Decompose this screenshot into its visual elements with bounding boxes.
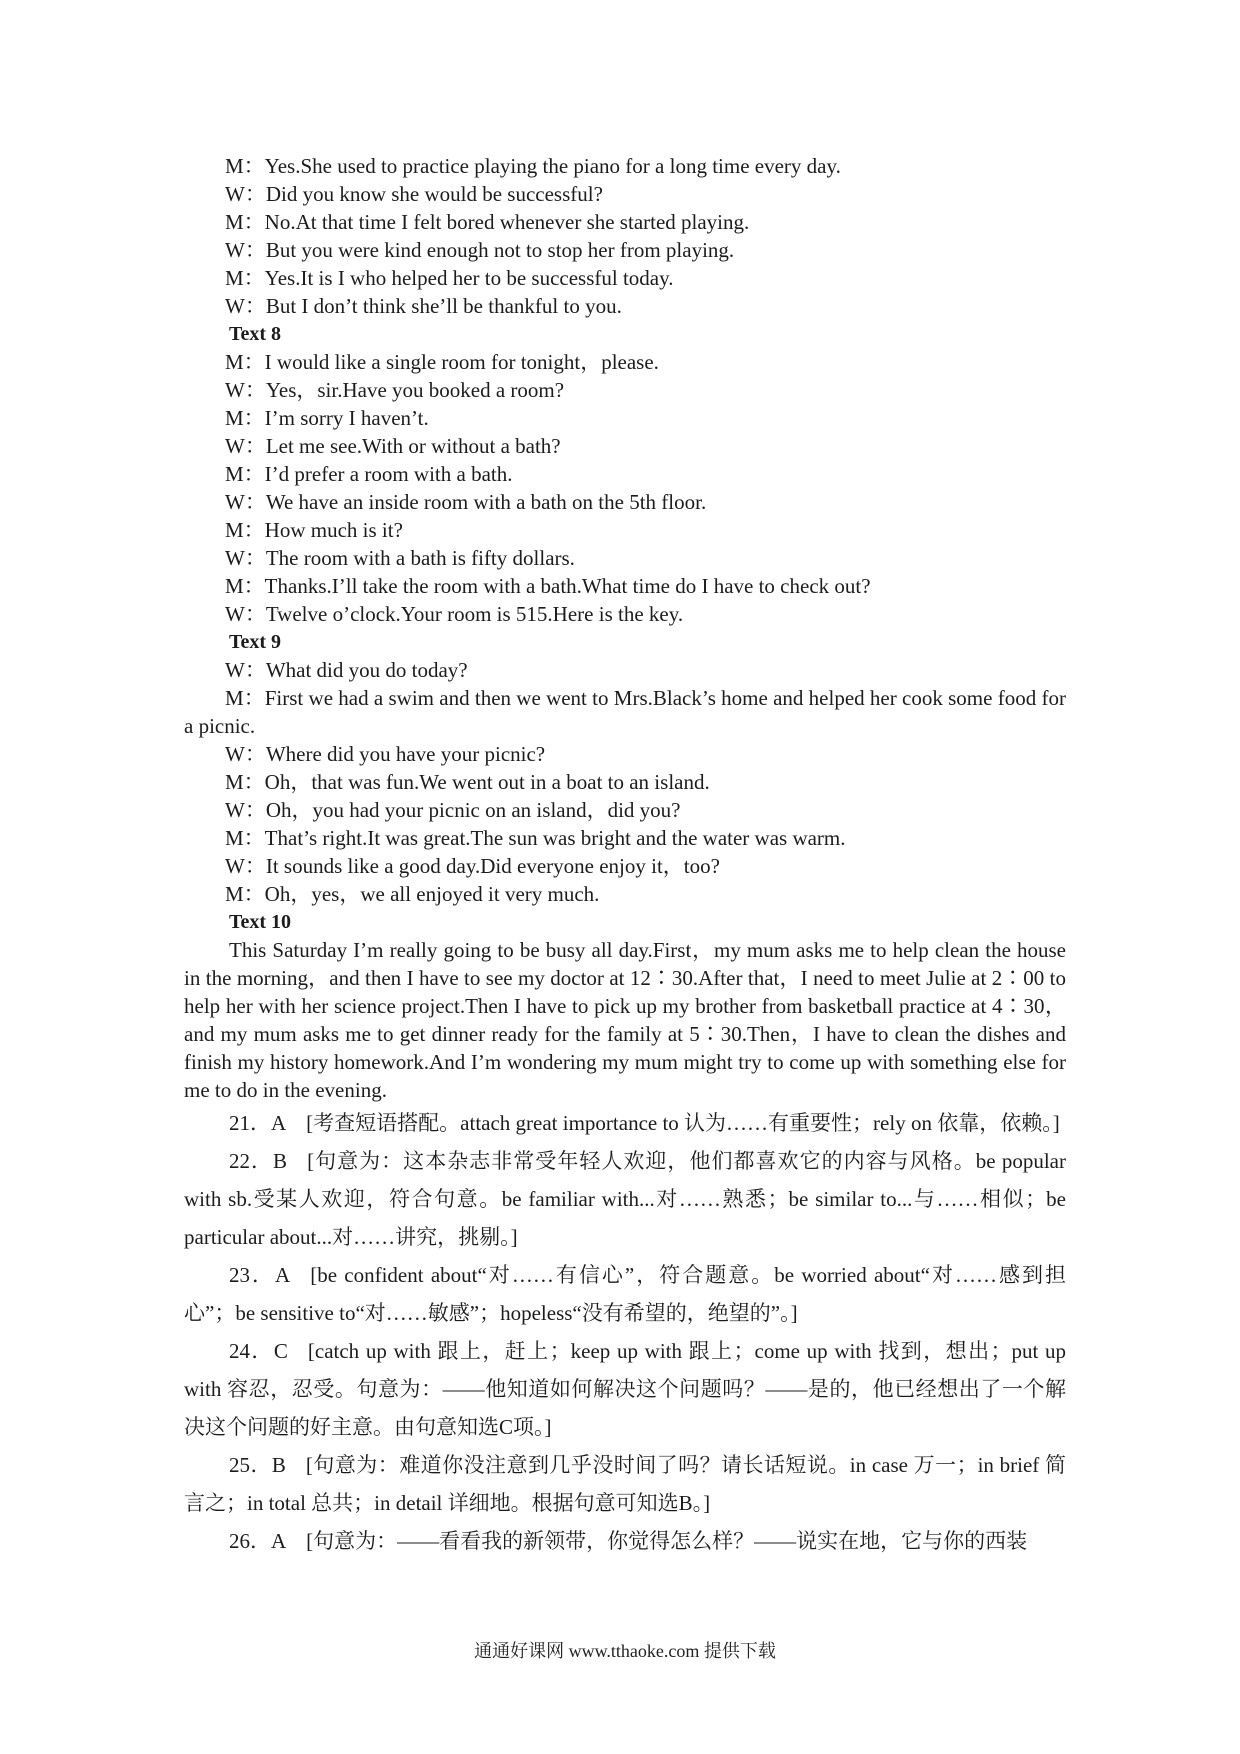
dialogue-line: M：I’d prefer a room with a bath. <box>225 462 513 486</box>
dialogue-line: W：It sounds like a good day.Did everyone enjoy it，too? <box>225 854 720 878</box>
answer-label: 22．B <box>229 1149 288 1173</box>
answer-label: 25．B <box>229 1453 286 1477</box>
answer-item <box>184 1256 1066 1332</box>
dialogue-line: M：First we had a swim and then we went to Mrs.Black’s home and helped her cook some food for a picnic. <box>184 686 1066 738</box>
dialogue-line: M：How much is it? <box>225 518 403 542</box>
section-text-10 <box>184 908 1066 1104</box>
dialogue-line: W：Yes，sir.Have you booked a room? <box>225 378 565 402</box>
dialogue-line: M：Thanks.I’ll take the room with a bath.What time do I have to check out? <box>225 574 871 598</box>
dialogue-line: M：That’s right.It was great.The sun was bright and the water was warm. <box>225 826 846 850</box>
section-heading: Text 9 <box>229 631 282 653</box>
dialogue-line: W：Let me see.With or without a bath? <box>225 434 561 458</box>
dialogue-line: M：I would like a single room for tonight，please. <box>225 350 659 374</box>
dialogue-line: W：But I don’t think she’ll be thankful to you. <box>225 294 622 318</box>
answer-explanation: [考查短语搭配。attach great importance to 认为……有重要性；rely on 依靠，依赖。] <box>306 1111 1060 1135</box>
answer-label: 24．C <box>229 1339 288 1363</box>
dialogue-line: M：Yes.It is I who helped her to be successful today. <box>225 266 674 290</box>
monologue-paragraph: This Saturday I’m really going to be busy all day.First，my mum asks me to help clean the house in the morning，and then I have to see my doctor at 12∶30.After that，I need to meet Julie at 2∶00 to help her with her science project.Then I have to pick up my brother from basketball practice at 4∶30，and my mum asks me to get dinner ready for the family at 5∶30.Then，I have to clean the dishes and finish my history homework.And I’m wondering my mum might try to come up with something else for me to do in the evening. <box>184 938 1066 1102</box>
dialogue-line: M：I’m sorry I haven’t. <box>225 406 429 430</box>
answer-label: 26．A <box>229 1529 287 1553</box>
section-text-9 <box>184 628 1066 908</box>
page-content <box>184 152 1066 1560</box>
dialogue-line: W：We have an inside room with a bath on the 5th floor. <box>225 490 707 514</box>
answer-explanation: [句意为：难道你没注意到几乎没时间了吗？请长话短说。in case 万一；in brief 简言之；in total 总共；in detail 详细地。根据句意可知选B。] <box>184 1453 1066 1515</box>
dialogue-line: M：No.At that time I felt bored whenever she started playing. <box>225 210 750 234</box>
section-heading: Text 8 <box>229 323 282 345</box>
answer-explanation: [句意为：这本杂志非常受年轻人欢迎，他们都喜欢它的内容与风格。be popular with sb.受某人欢迎，符合句意。be familiar with...对……熟悉；be similar to...与……相似；be particular about...对……讲究，挑剔。] <box>184 1149 1066 1249</box>
answer-label: 21．A <box>229 1111 287 1135</box>
answer-item <box>184 1522 1066 1560</box>
section-heading: Text 10 <box>229 911 292 933</box>
dialogue-line: W：The room with a bath is fifty dollars. <box>225 546 575 570</box>
answer-list <box>184 1104 1066 1560</box>
answer-explanation: [句意为：——看看我的新领带，你觉得怎么样？——说实在地，它与你的西装 <box>306 1529 1028 1553</box>
dialogue-line: M：Yes.She used to practice playing the piano for a long time every day. <box>225 154 841 178</box>
dialogue-line: M：Oh，yes，we all enjoyed it very much. <box>225 882 600 906</box>
answer-item <box>184 1104 1066 1142</box>
answer-label: 23．A <box>229 1263 291 1287</box>
dialogue-line: M：Oh，that was fun.We went out in a boat to an island. <box>225 770 710 794</box>
dialogue-line: W：What did you do today? <box>225 658 468 682</box>
dialogue-line: W：Oh，you had your picnic on an island，did you? <box>225 798 681 822</box>
dialogue-line: W：Twelve o’clock.Your room is 515.Here is the key. <box>225 602 684 626</box>
dialogue-line: W：Did you know she would be successful? <box>225 182 603 206</box>
answer-explanation: [be confident about“对……有信心”，符合题意。be worried about“对……感到担心”；be sensitive to“对……敏感”；hopeless“没有希望的，绝望的”。] <box>184 1263 1066 1325</box>
section-text-8 <box>184 320 1066 628</box>
answer-item <box>184 1142 1066 1256</box>
answer-item <box>184 1446 1066 1522</box>
answer-item <box>184 1332 1066 1446</box>
answer-explanation: [catch up with 跟上，赶上；keep up with 跟上；come up with 找到，想出；put up with 容忍，忍受。句意为：——他知道如何解决这个问题吗？——是的，他已经想出了一个解决这个问题的好主意。由句意知选C项。] <box>184 1339 1067 1439</box>
dialogue-line: W：But you were kind enough not to stop her from playing. <box>225 238 735 262</box>
dialogue-line: W：Where did you have your picnic? <box>225 742 546 766</box>
page-footer: 通通好课网 www.tthaoke.com 提供下载 <box>474 1641 776 1661</box>
previous-dialogue <box>184 152 1066 320</box>
